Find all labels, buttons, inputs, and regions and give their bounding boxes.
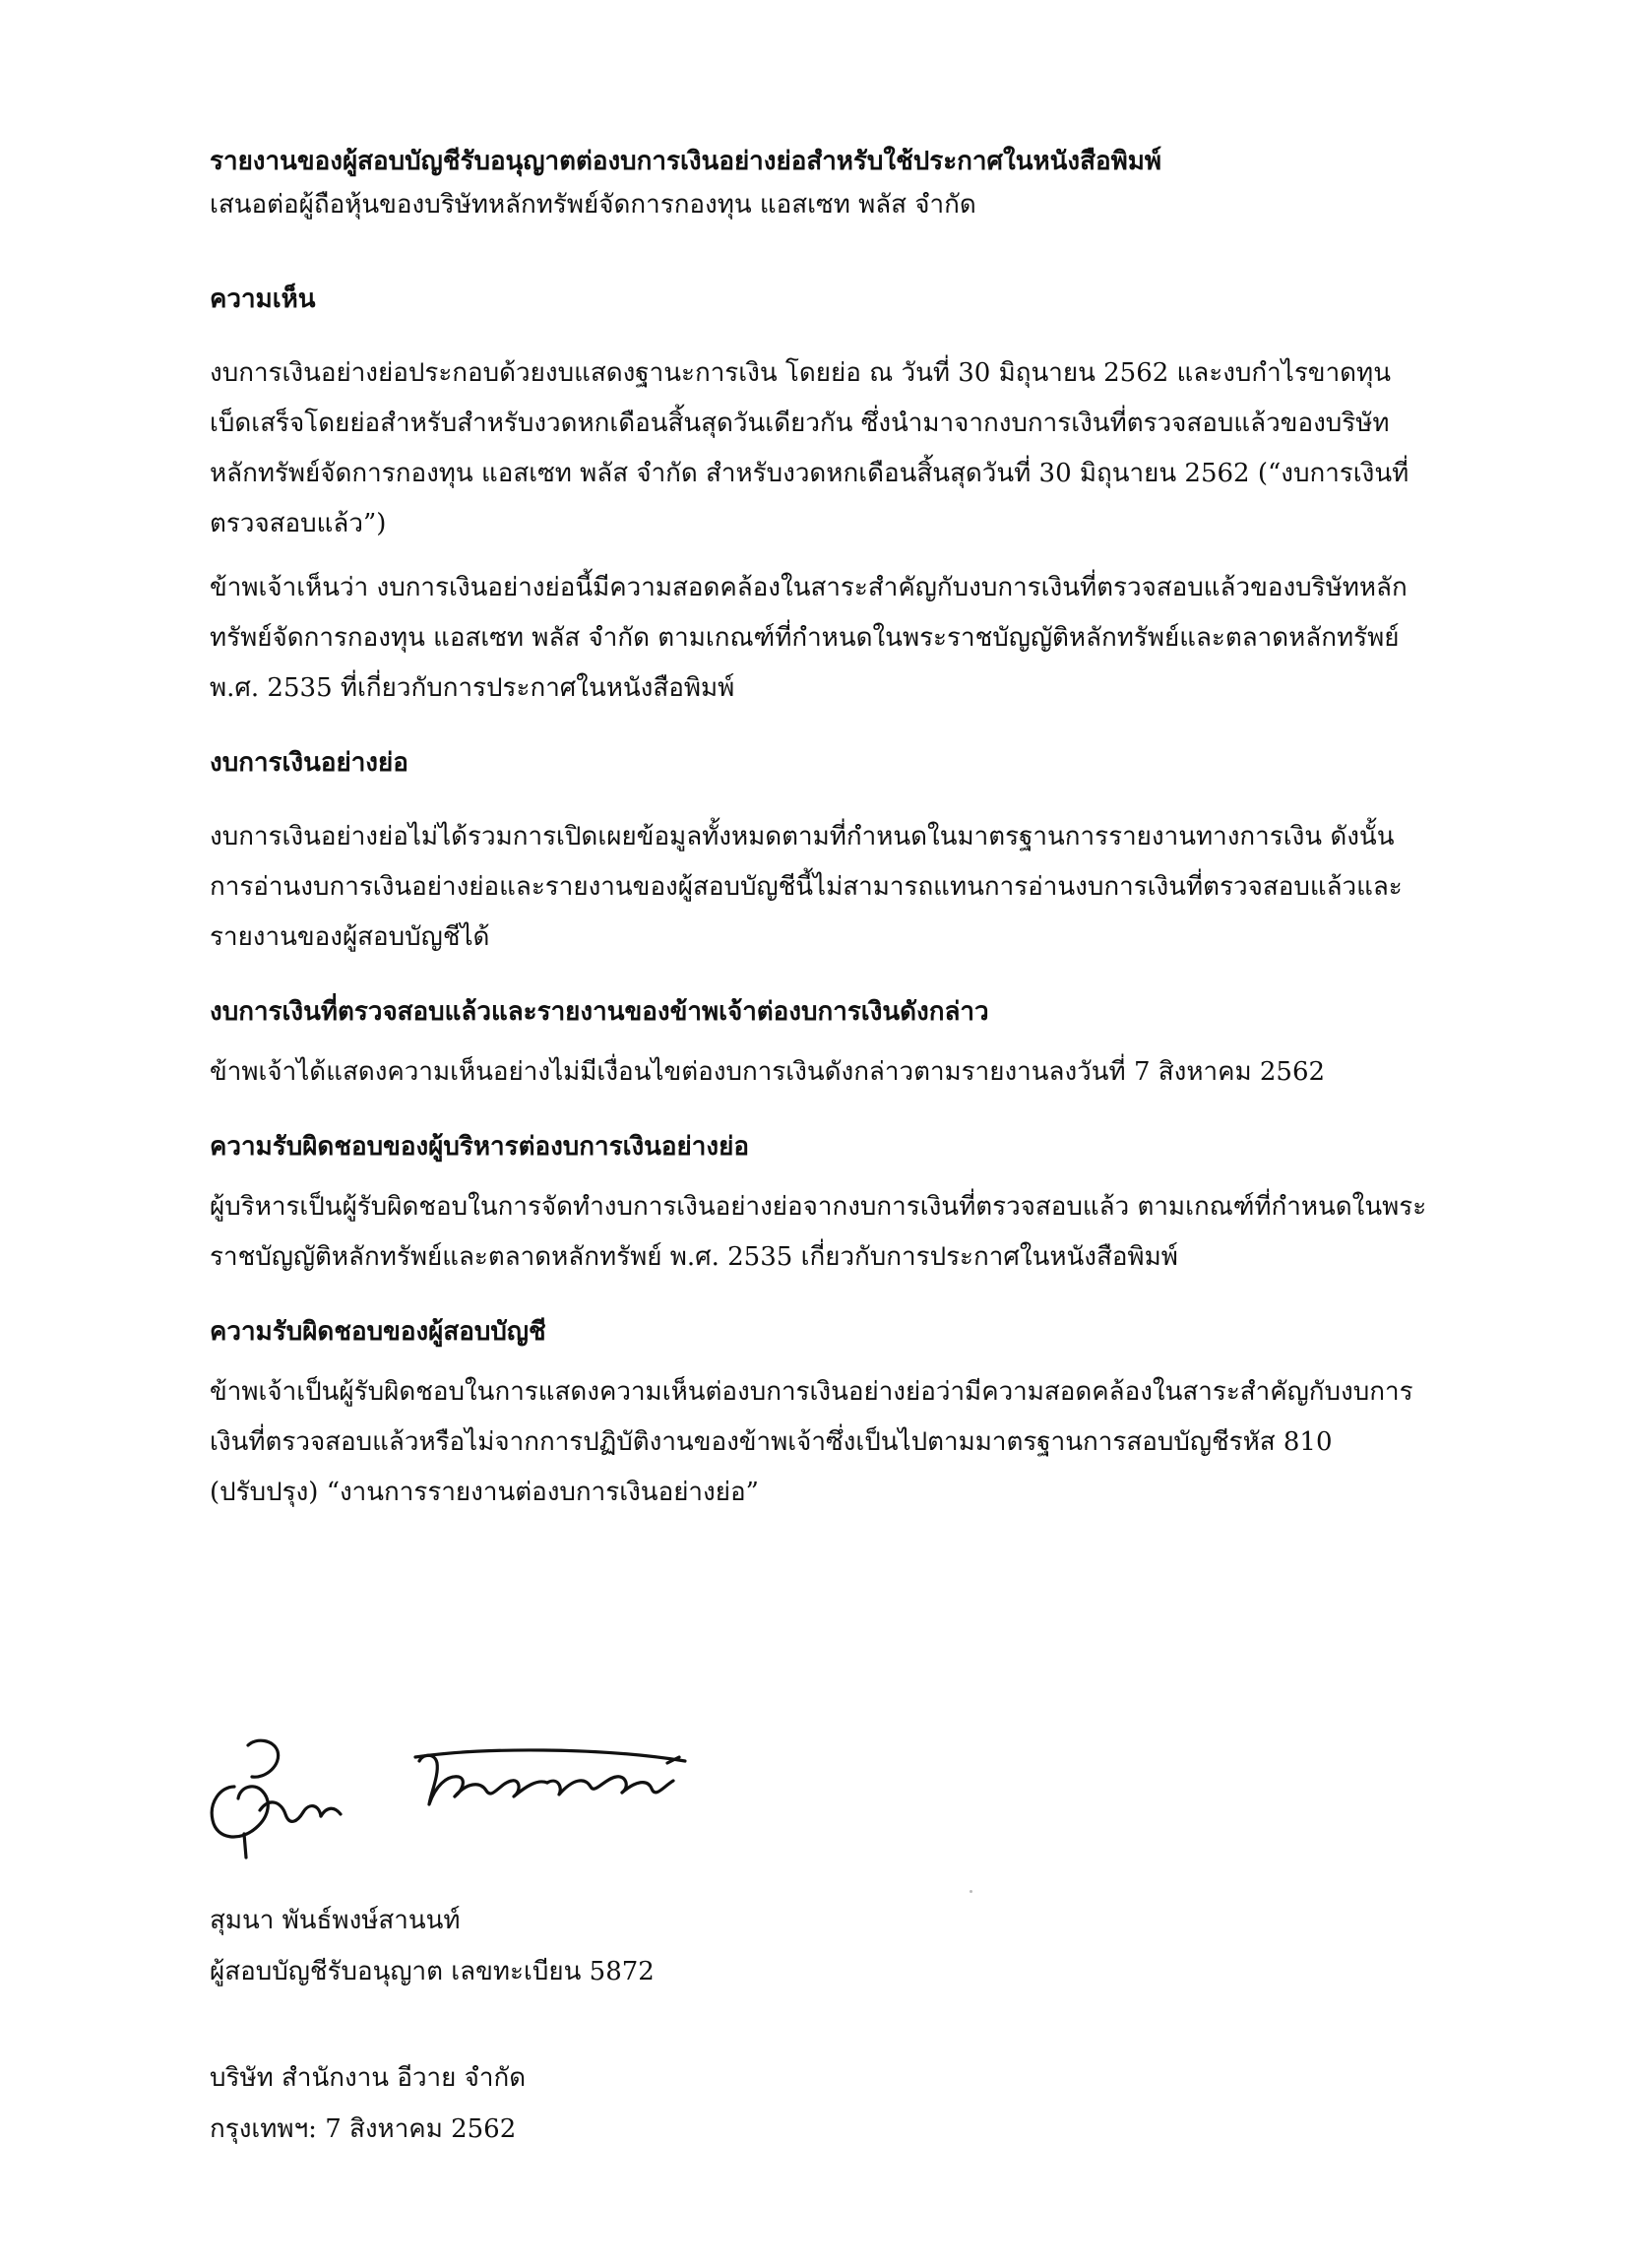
condensed-statements-paragraph: งบการเงินอย่างย่อไม่ได้รวมการเปิดเผยข้อมูลทั้งหมดตามที่กำหนดในมาตรฐานการรายงานทางการเงิน ดังนั้นการอ่านงบการเงินอย่างย่อและรายงานของผู้สอบบัญชีนี้ไม่สามารถแทนการอ่านงบการเงินที่ตรวจสอบแล้วและรายงานของผู้สอบบัญชีได้ [210,822,1403,952]
management-responsibility-paragraph: ผู้บริหารเป็นผู้รับผิดชอบในการจัดทำงบการเงินอย่างย่อจากงบการเงินที่ตรวจสอบแล้ว ตามเกณฑ์ที่กำหนดในพระราชบัญญัติหลักทรัพย์และตลาดหลักทรัพย์ พ.ศ. 2535 เกี่ยวกับการประกาศในหนังสือพิมพ์ [210,1192,1427,1272]
signer-title: ผู้สอบบัญชีรับอนุญาต เลขทะเบียน 5872 [210,1957,655,1986]
signer-name: สุมนา พันธ์พงษ์สานนท์ [210,1906,461,1935]
firm-name: บริษัท สำนักงาน อีวาย จำกัด [210,2063,527,2093]
management-responsibility-heading: ความรับผิดชอบของผู้บริหารต่องบการเงินอย่างย่อ [210,1132,749,1162]
signer-block [210,1895,1391,1997]
report-body [210,140,1430,1518]
auditor-responsibility-heading: ความรับผิดชอบของผู้สอบบัญชี [210,1317,546,1347]
report-title: รายงานของผู้สอบบัญชีรับอนุญาตต่องบการเงินอย่างย่อสำหรับใช้ประกาศในหนังสือพิมพ์ [210,147,1162,176]
audited-statements-heading: งบการเงินที่ตรวจสอบแล้วและรายงานของข้าพเจ้าต่องบการเงินดังกล่าว [210,997,989,1027]
report-addressee: เสนอต่อผู้ถือหุ้นของบริษัทหลักทรัพย์จัดการกองทุน แอสเซท พลัส จำกัด [210,190,976,220]
auditor-responsibility-paragraph: ข้าพเจ้าเป็นผู้รับผิดชอบในการแสดงความเห็นต่องบการเงินอย่างย่อว่ามีความสอดคล้องในสาระสำคัญกับงบการเงินที่ตรวจสอบแล้วหรือไม่จากการปฏิบัติงานของข้าพเจ้าซึ่งเป็นไปตามมาตรฐานการสอบบัญชีรหัส 810 (ปรับปรุง) “งานการรายงานต่องบการเงินอย่างย่อ” [210,1377,1413,1507]
place-and-date: กรุงเทพฯ: 7 สิงหาคม 2562 [210,2114,517,2144]
condensed-statements-heading: งบการเงินอย่างย่อ [210,748,408,778]
opinion-paragraph-2: ข้าพเจ้าเห็นว่า งบการเงินอย่างย่อนี้มีความสอดคล้องในสาระสำคัญกับงบการเงินที่ตรวจสอบแล้วของบริษัทหลักทรัพย์จัดการกองทุน แอสเซท พลัส จำกัด ตามเกณฑ์ที่กำหนดในพระราชบัญญัติหลักทรัพย์และตลาดหลักทรัพย์ พ.ศ. 2535 ที่เกี่ยวกับการประกาศในหนังสือพิมพ์ [210,573,1408,703]
opinion-paragraph-1: งบการเงินอย่างย่อประกอบด้วยงบแสดงฐานะการเงิน โดยย่อ ณ วันที่ 30 มิถุนายน 2562 และงบกำไรขาดทุนเบ็ดเสร็จโดยย่อสำหรับสำหรับงวดหกเดือนสิ้นสุดวันเดียวกัน ซึ่งนำมาจากงบการเงินที่ตรวจสอบแล้วของบริษัทหลักทรัพย์จัดการกองทุน แอสเซท พลัส จำกัด สำหรับงวดหกเดือนสิ้นสุดวันที่ 30 มิถุนายน 2562 (“งบการเงินที่ตรวจสอบแล้ว”) [210,358,1409,538]
scan-speck [970,1890,972,1893]
handwritten-signature-icon [187,1718,738,1865]
opinion-heading: ความเห็น [210,284,316,314]
audited-statements-paragraph: ข้าพเจ้าได้แสดงความเห็นอย่างไม่มีเงื่อนไขต่องบการเงินดังกล่าวตามรายงานลงวันที่ 7 สิงหาคม 2562 [210,1057,1326,1087]
firm-block [210,2052,1391,2155]
